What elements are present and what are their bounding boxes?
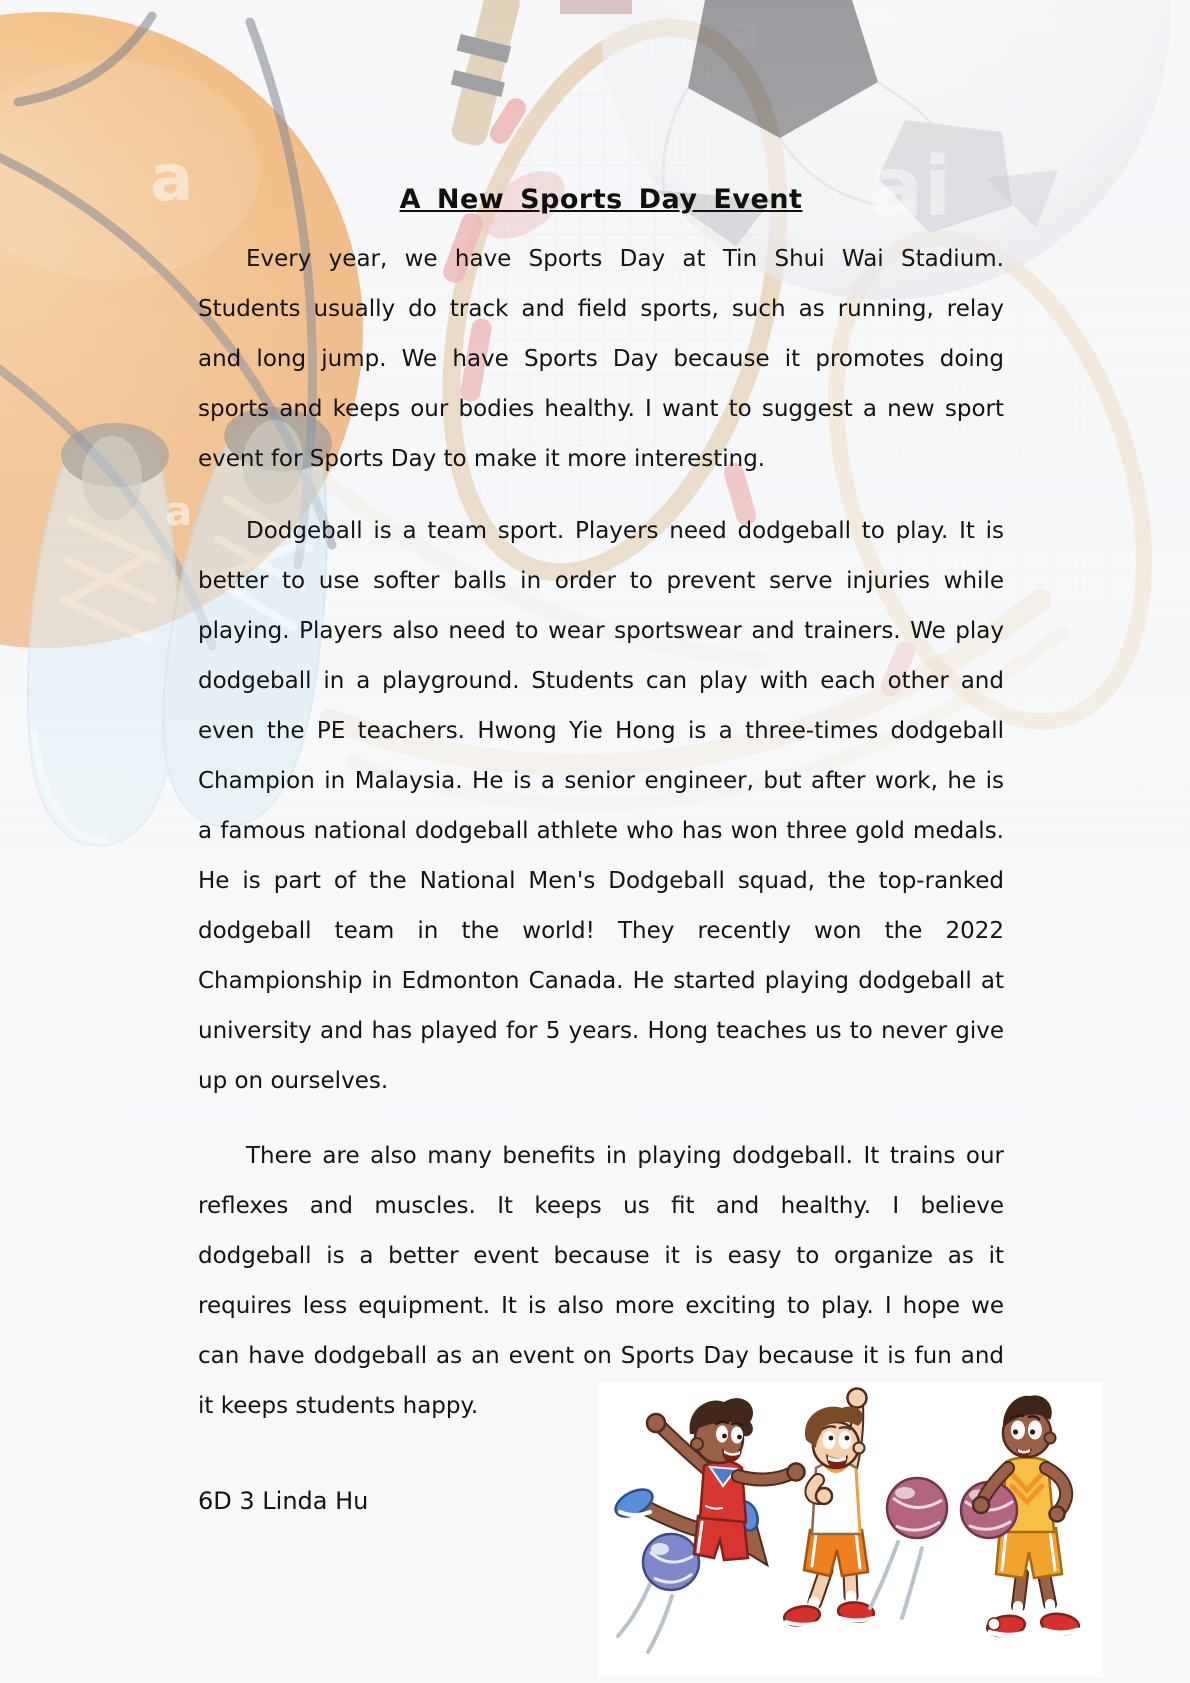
- essay-line: dodgeball is a better event because it is easy to organize as it: [198, 1243, 1004, 1269]
- student-signature: 6D 3 Linda Hu: [198, 1487, 369, 1515]
- essay-line: dodgeball team in the world! They recently won the 2022: [198, 918, 1004, 944]
- essay-line: requires less equipment. It is also more exciting to play. I hope we: [198, 1293, 1004, 1319]
- essay-paragraph-3: [198, 1131, 1004, 1431]
- essay-line: it keeps students happy.: [198, 1393, 479, 1419]
- essay-column: [198, 180, 1004, 1526]
- essay-line: Students usually do track and field sports, such as running, relay: [198, 296, 1004, 322]
- essay-line: better to use softer balls in order to prevent serve injuries while: [198, 568, 1004, 594]
- essay-line: even the PE teachers. Hwong Yie Hong is a three-times dodgeball: [198, 718, 1004, 744]
- essay-line: a famous national dodgeball athlete who has won three gold medals.: [198, 818, 1004, 844]
- essay-line: can have dodgeball as an event on Sports Day because it is fun and: [198, 1343, 1004, 1369]
- essay-line: Champion in Malaysia. He is a senior engineer, but after work, he is: [198, 768, 1004, 794]
- essay-line: reflexes and muscles. It keeps us fit and healthy. I believe: [198, 1193, 1004, 1219]
- essay-line: Dodgeball is a team sport. Players need dodgeball to play. It is: [246, 518, 1004, 544]
- essay-line: university and has played for 5 years. Hong teaches us to never give: [198, 1018, 1004, 1044]
- essay-line: He is part of the National Men's Dodgeball squad, the top-ranked: [198, 868, 1004, 894]
- essay-line: There are also many benefits in playing dodgeball. It trains our: [246, 1143, 1004, 1169]
- essay-paragraph-1: [198, 234, 1004, 484]
- essay-title: A New Sports Day Event: [399, 184, 803, 215]
- essay-line: Championship in Edmonton Canada. He started playing dodgeball at: [198, 968, 1004, 994]
- essay-line: and long jump. We have Sports Day because it promotes doing: [198, 346, 1004, 372]
- essay-line: playing. Players also need to wear sportswear and trainers. We play: [198, 618, 1004, 644]
- essay-line: up on ourselves.: [198, 1068, 389, 1094]
- essay-paragraph-2: [198, 506, 1004, 1106]
- essay-line: Every year, we have Sports Day at Tin Shui Wai Stadium.: [246, 246, 1004, 272]
- essay-line: sports and keeps our bodies healthy. I want to suggest a new sport: [198, 396, 1004, 422]
- essay-line: dodgeball in a playground. Students can play with each other and: [198, 668, 1004, 694]
- essay-line: event for Sports Day to make it more interesting.: [198, 446, 766, 472]
